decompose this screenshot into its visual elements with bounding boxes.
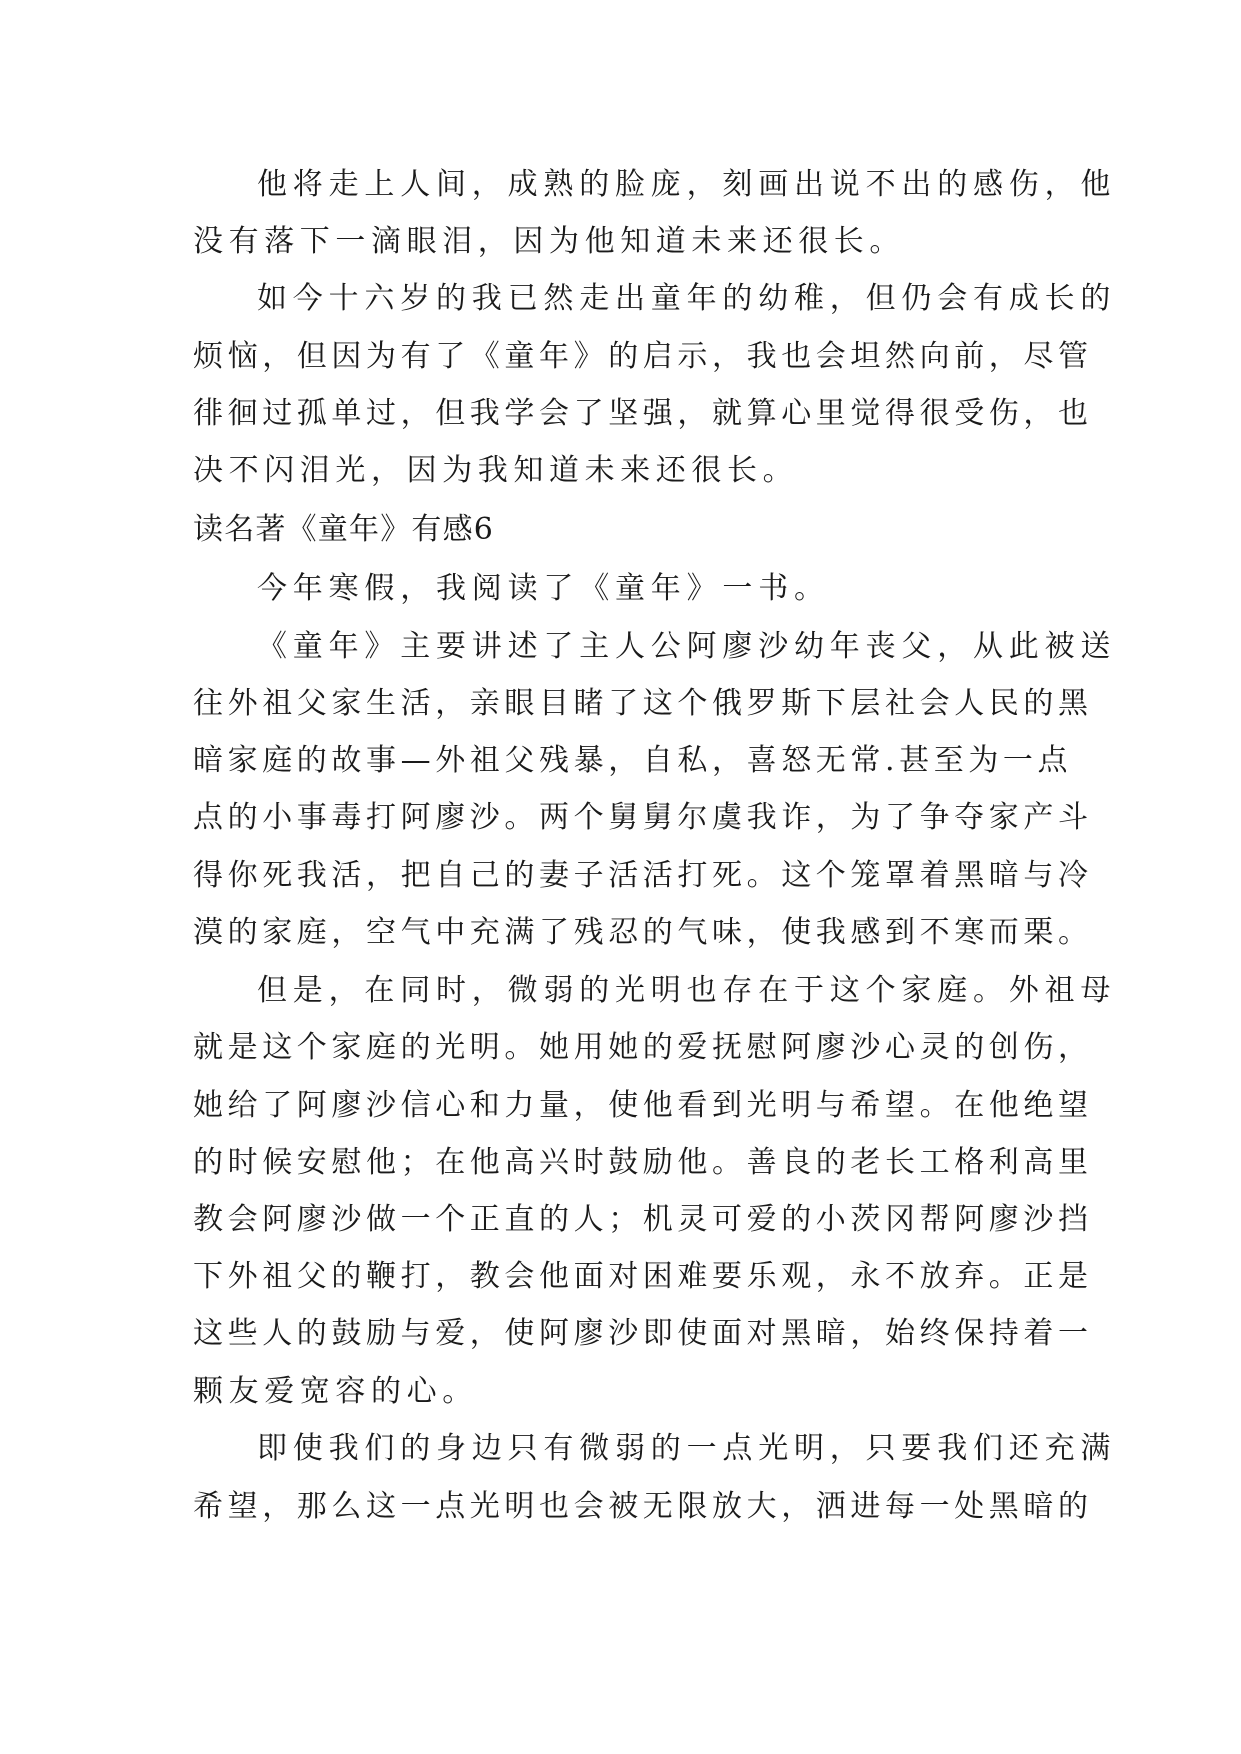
paragraph-line: 没有落下一滴眼泪，因为他知道未来还很长。 [193, 224, 905, 259]
paragraph-line: 点的小事毒打阿廖沙。两个舅舅尔虞我诈，为了争夺家产斗 [193, 800, 1093, 835]
paragraph-line: 她给了阿廖沙信心和力量，使他看到光明与希望。在他绝望 [193, 1088, 1093, 1123]
paragraph-line: 的时候安慰他；在他高兴时鼓励他。善良的老长工格利高里 [193, 1145, 1093, 1180]
paragraph-line: 往外祖父家生活，亲眼目睹了这个俄罗斯下层社会人民的黑 [193, 686, 1093, 721]
section-heading: 读名著《童年》有感6 [193, 512, 495, 547]
paragraph-line: 但是，在同时，微弱的光明也存在于这个家庭。外祖母 [257, 973, 1117, 1008]
paragraph-line: 徘徊过孤单过，但我学会了坚强，就算心里觉得很受伤，也 [193, 396, 1093, 431]
paragraph-line: 这些人的鼓励与爱，使阿廖沙即使面对黑暗，始终保持着一 [193, 1316, 1093, 1351]
paragraph-line: 即使我们的身边只有微弱的一点光明，只要我们还充满 [257, 1431, 1117, 1466]
paragraph-line: 得你死我活，把自己的妻子活活打死。这个笼罩着黑暗与冷 [193, 858, 1093, 893]
paragraph-line: 今年寒假，我阅读了《童年》一书。 [257, 571, 830, 606]
paragraph-line: 如今十六岁的我已然走出童年的幼稚，但仍会有成长的 [257, 281, 1117, 316]
paragraph-line: 暗家庭的故事—外祖父残暴，自私，喜怒无常.甚至为一点 [193, 743, 1073, 778]
paragraph-line: 下外祖父的鞭打，教会他面对困难要乐观，永不放弃。正是 [193, 1259, 1093, 1294]
paragraph-line: 就是这个家庭的光明。她用她的爱抚慰阿廖沙心灵的创伤， [193, 1030, 1093, 1065]
paragraph-line: 他将走上人间，成熟的脸庞，刻画出说不出的感伤，他 [257, 167, 1117, 202]
paragraph-line: 希望，那么这一点光明也会被无限放大，洒进每一处黑暗的 [193, 1489, 1093, 1524]
paragraph-line: 烦恼，但因为有了《童年》的启示，我也会坦然向前，尽管 [193, 339, 1093, 374]
paragraph-line: 颗友爱宽容的心。 [193, 1374, 478, 1409]
paragraph-line: 教会阿廖沙做一个正直的人；机灵可爱的小茨冈帮阿廖沙挡 [193, 1202, 1093, 1237]
paragraph-line: 漠的家庭，空气中充满了残忍的气味，使我感到不寒而栗。 [193, 915, 1093, 950]
paragraph-line: 决不闪泪光，因为我知道未来还很长。 [193, 453, 799, 488]
paragraph-line: 《童年》主要讲述了主人公阿廖沙幼年丧父，从此被送 [257, 629, 1117, 664]
